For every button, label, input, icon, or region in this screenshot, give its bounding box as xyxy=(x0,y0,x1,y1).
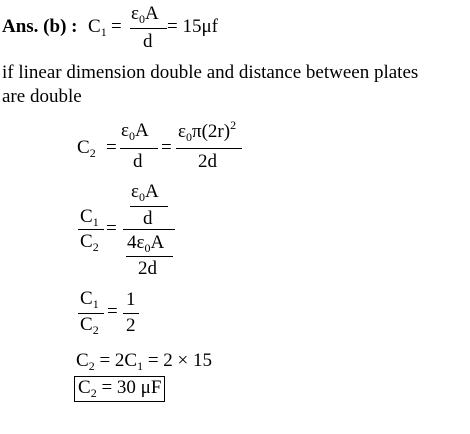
ratio-numerator: $C_1$ xyxy=(80,206,99,229)
fraction-numerator: $4\varepsilon_0A$ xyxy=(127,232,165,255)
equals-sign: = xyxy=(161,137,172,158)
fraction-bar xyxy=(130,206,168,207)
equation-line: $C_2 = 2C_1 = 2 \times 15$ xyxy=(76,350,213,373)
fraction-numerator: $\varepsilon_0A$ xyxy=(131,181,159,204)
explanation-line-2: are double xyxy=(2,86,82,107)
fraction-bar xyxy=(130,28,167,29)
explanation-line-1: if linear dimension double and distance between plates xyxy=(2,62,419,83)
fraction-denominator: d xyxy=(143,31,153,52)
ratio-denominator: $C_2$ xyxy=(80,314,99,337)
fraction-denominator: d xyxy=(133,151,143,172)
answer-label: Ans. (b) : xyxy=(2,16,78,37)
fraction-numerator: $\varepsilon_0A$ xyxy=(121,120,149,143)
c1-symbol: $C_1$ xyxy=(88,16,107,39)
main-fraction-bar xyxy=(123,229,175,230)
equals-sign: = xyxy=(107,301,118,322)
ratio-numerator: $C_1$ xyxy=(80,288,99,311)
fraction-bar xyxy=(176,148,242,149)
fraction-bar xyxy=(78,229,104,230)
fraction-denominator: 2d xyxy=(198,151,217,172)
equals-sign: = xyxy=(106,218,117,239)
fraction-bar xyxy=(123,313,139,314)
fraction-numerator: 1 xyxy=(126,289,136,310)
fraction-bar xyxy=(120,148,158,149)
final-answer-box: $C_2 = 30$ μF xyxy=(74,376,165,402)
result-value: = 15μf xyxy=(167,16,218,37)
fraction-denominator: d xyxy=(143,208,153,229)
c2-symbol: $C_2$ xyxy=(77,137,96,160)
fraction-bar xyxy=(126,256,173,257)
equals-sign: = xyxy=(111,16,122,37)
fraction-numerator: $\varepsilon_0A$ xyxy=(131,3,159,26)
fraction-numerator: $\varepsilon_0\pi(2r)^2$ xyxy=(178,118,237,144)
fraction-denominator: 2d xyxy=(138,258,157,279)
fraction-denominator: 2 xyxy=(126,315,136,336)
ratio-denominator: $C_2$ xyxy=(80,231,99,254)
equals-sign: = xyxy=(106,137,117,158)
